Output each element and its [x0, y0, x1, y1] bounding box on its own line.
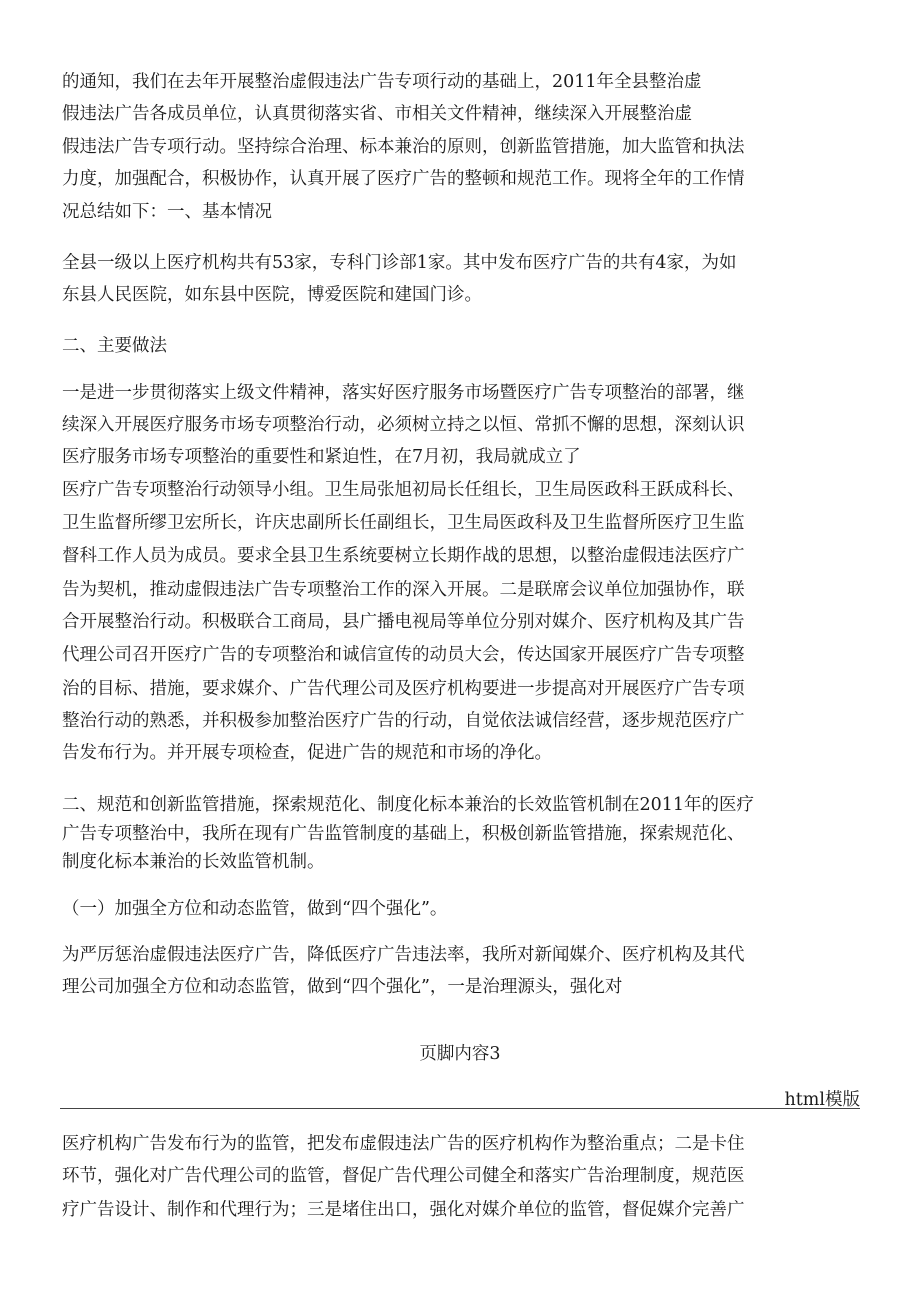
body-line: 告发布行为。并开展专项检查，促进广告的规范和市场的净化。 — [62, 743, 552, 763]
body-line: 假违法广告各成员单位，认真贯彻落实省、市相关文件精神，继续深入开展整治虚 — [62, 104, 692, 124]
body-line: 代理公司召开医疗广告的专项整治和诚信宣传的动员大会，传达国家开展医疗广告专项整 — [62, 645, 745, 665]
body-line: 理公司加强全方位和动态监管，做到“四个强化”，一是治理源头，强化对 — [62, 977, 623, 997]
body-line: 环节，强化对广告代理公司的监管，督促广告代理公司健全和落实广告治理制度，规范医 — [62, 1166, 745, 1186]
body-line: 一是进一步贯彻落实上级文件精神，落实好医疗服务市场暨医疗广告专项整治的部署，继 — [62, 383, 745, 403]
body-line: 的通知，我们在去年开展整治虚假违法广告专项行动的基础上，2011年全县整治虚 — [62, 72, 702, 92]
body-line: 疗广告设计、制作和代理行为；三是堵住出口，强化对媒介单位的监管，督促媒介完善广 — [62, 1200, 745, 1220]
body-line: 为严厉惩治虚假违法医疗广告，降低医疗广告违法率，我所对新闻媒介、医疗机构及其代 — [62, 945, 745, 965]
subsection-heading: （一）加强全方位和动态监管，做到“四个强化”。 — [62, 899, 448, 919]
page-footer: 页脚内容3 — [419, 1044, 501, 1064]
body-line: 续深入开展医疗服务市场专项整治行动，必须树立持之以恒、常抓不懈的思想，深刻认识 — [62, 415, 745, 435]
body-line: 医疗机构广告发布行为的监管，把发布虚假违法广告的医疗机构作为整治重点；二是卡住 — [62, 1134, 745, 1154]
body-line: 力度，加强配合，积极协作，认真开展了医疗广告的整顿和规范工作。现将全年的工作情 — [62, 169, 745, 189]
body-line: 全县一级以上医疗机构共有53家，专科门诊部1家。其中发布医疗广告的共有4家，为如 — [62, 253, 737, 273]
body-line: 二、规范和创新监管措施，探索规范化、制度化标本兼治的长效监管机制在2011年的医疗 — [62, 795, 755, 815]
body-line: 告为契机，推动虚假违法广告专项整治工作的深入开展。二是联席会议单位加强协作，联 — [62, 580, 745, 600]
body-line: 医疗服务市场专项整治的重要性和紧迫性，在7月初，我局就成立了 — [62, 447, 581, 467]
body-line: 况总结如下：一、基本情况 — [62, 202, 272, 222]
body-line: 督科工作人员为成员。要求全县卫生系统要树立长期作战的思想，以整治虚假违法医疗广 — [62, 546, 745, 566]
body-line: 东县人民医院，如东县中医院，博爱医院和建国门诊。 — [62, 285, 482, 305]
body-line: 整治行动的熟悉，并积极参加整治医疗广告的行动，自觉依法诚信经营，逐步规范医疗广 — [62, 711, 745, 731]
body-line: 合开展整治行动。积极联合工商局，县广播电视局等单位分别对媒介、医疗机构及其广告 — [62, 612, 745, 632]
body-line: 医疗广告专项整治行动领导小组。卫生局张旭初局长任组长，卫生局医政科王跃成科长、 — [62, 480, 745, 500]
body-line: 卫生监督所缪卫宏所长，许庆忠副所长任副组长，卫生局医政科及卫生监督所医疗卫生监 — [62, 513, 745, 533]
section-heading: 二、主要做法 — [62, 336, 167, 356]
page-header: html模版 — [784, 1090, 860, 1110]
body-line: 制度化标本兼治的长效监管机制。 — [62, 852, 325, 872]
body-line: 假违法广告专项行动。坚持综合治理、标本兼治的原则，创新监管措施，加大监管和执法 — [62, 137, 745, 157]
header-divider — [60, 1108, 860, 1109]
body-line: 广告专项整治中，我所在现有广告监管制度的基础上，积极创新监管措施，探索规范化、 — [62, 824, 745, 844]
body-line: 治的目标、措施，要求媒介、广告代理公司及医疗机构要进一步提高对开展医疗广告专项 — [62, 679, 745, 699]
